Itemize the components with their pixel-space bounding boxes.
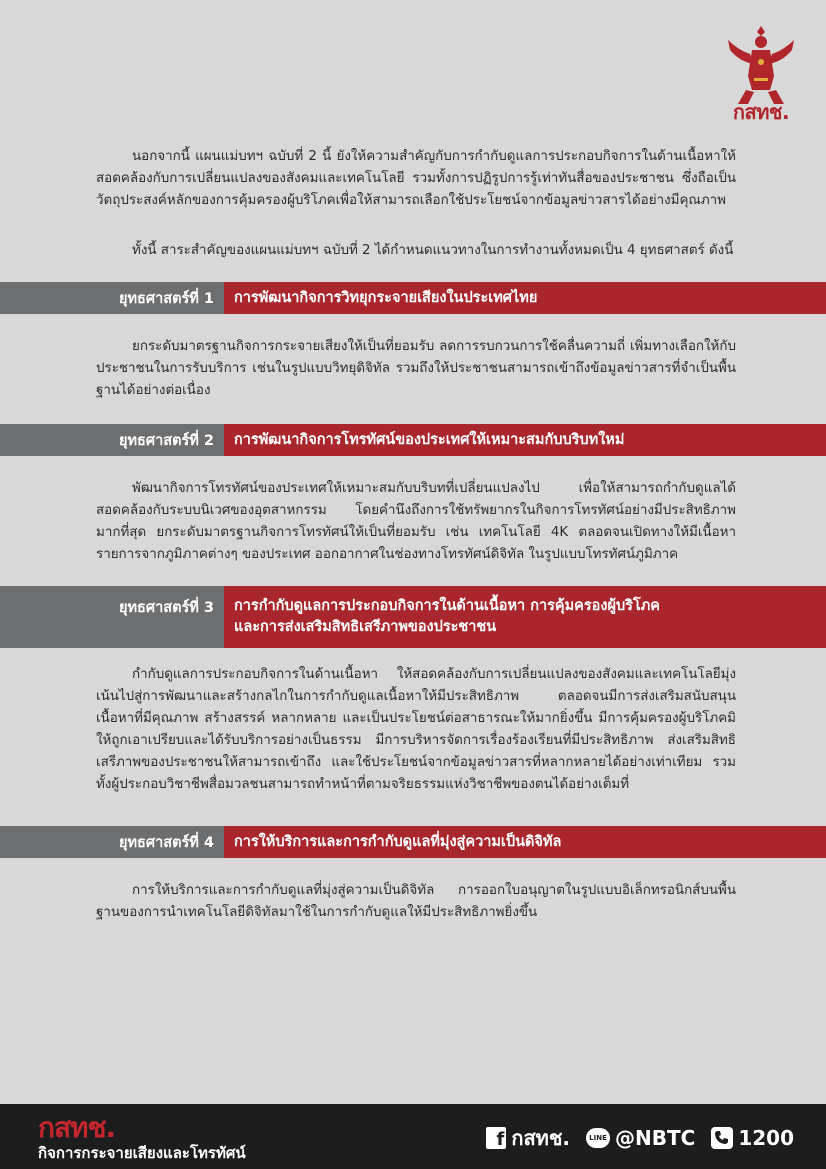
strategy-3-body-text: กำกับดูแลการประกอบกิจการในด้านเนื้อหา ให้สอดคล้องกับการเปลี่ยนแปลงของสังคมและเทคโนโลยีมุ่งเน้นไปสู่การพัฒนาและสร้างกลไกในการกำกับดูแลเนื้อหาให้มีประสิทธิภาพ ตลอดจนมีการส่งเสริมสนับสนุนเนื้อหาที่มีคุณภาพ สร้างสรรค์ หลากหลาย และเป็นประโยชน์ต่อสาธารณะให้มากยิ่งขึ้น มีการคุ้มครองผู้บริโภคมิให้ถูกเอาเปรียบและได้รับบริการอย่างเป็นธรรม มีการบริหารจัดการเรื่องร้องเรียนที่มีประสิทธิภาพ ส่งเสริมสิทธิเสรีภาพของประชาชนให้สามารถเข้าถึง และใช้ประโยชน์จากข้อมูลข่าวสารที่หลากหลายได้อย่างเท่าเทียม รวมทั้งผู้ประกอบวิชาชีพสื่อมวลชนสามารถทำหน้าที่ตามจริยธรรมแห่งวิชาชีพของตนได้อย่างเต็มที่ — [96, 667, 736, 792]
strategy-4-label: ยุทธศาสตร์ที่ 4 — [0, 826, 224, 858]
facebook-label: กสทช. — [511, 1126, 571, 1150]
strategy-2-body-text: พัฒนากิจการโทรทัศน์ของประเทศให้เหมาะสมกับบริบทที่เปลี่ยนแปลงไป เพื่อให้สามารถกำกับดูแลได้สอดคล้องกับระบบนิเวศของอุตสาหกรรม โดยคำนึงถึงการใช้ทรัพยากรในกิจการโทรทัศน์อย่างมีประสิทธิภาพมากที่สุด ยกระดับมาตรฐานกิจการโทรทัศน์ให้เป็นที่ยอมรับ เช่น เทคโนโลยี 4K ตลอดจนเปิดทางให้มีเนื้อหารายการจากภูมิภาคต่างๆ ของประเทศ ออกอากาศในช่องทางโทรทัศน์ดิจิทัล ในรูปแบบโทรทัศน์ภูมิภาค — [96, 481, 736, 562]
line-label: @NBTC — [615, 1126, 696, 1150]
footer-contacts — [470, 1122, 794, 1154]
phone-icon — [711, 1127, 733, 1149]
strategy-1-title: การพัฒนากิจการวิทยุกระจายเสียงในประเทศไทย — [224, 282, 826, 314]
strategy-1-label: ยุทธศาสตร์ที่ 1 — [0, 282, 224, 314]
strategy-4-header — [0, 826, 826, 858]
strategy-4-body-text: การให้บริการและการกำกับดูแลที่มุ่งสู่ความเป็นดิจิทัล การออกใบอนุญาตในรูปแบบอิเล็กทรอนิกส์บนพื้นฐานของการนำเทคโนโลยีดิจิทัลมาใช้ในการกำกับดูแลให้มีประสิทธิภาพยิ่งขึ้น — [96, 883, 736, 920]
logo-text: กสทช. — [732, 100, 790, 124]
facebook-icon: f — [486, 1127, 506, 1149]
strategy-4-body — [96, 880, 736, 924]
strategy-3-header — [0, 586, 826, 648]
strategy-3-label: ยุทธศาสตร์ที่ 3 — [0, 586, 224, 648]
intro-paragraph-2 — [96, 240, 736, 262]
phone-label: 1200 — [738, 1126, 794, 1150]
strategy-1-header — [0, 282, 826, 314]
strategy-4-title: การให้บริการและการกำกับดูแลที่มุ่งสู่ความเป็นดิจิทัล — [224, 826, 826, 858]
footer-brand: กสทช. — [38, 1111, 116, 1144]
phone-link[interactable] — [711, 1126, 794, 1150]
strategy-2-title: การพัฒนากิจการโทรทัศน์ของประเทศให้เหมาะสมกับบริบทใหม่ — [224, 424, 826, 456]
strategy-3-title-line-1: การกำกับดูแลการประกอบกิจการในด้านเนื้อหา การคุ้มครองผู้บริโภค — [234, 598, 660, 614]
strategy-3-title-line-2: และการส่งเสริมสิทธิเสรีภาพของประชาชน — [234, 619, 497, 635]
strategy-1-body — [96, 336, 736, 402]
footer-tagline: กิจการกระจายเสียงและโทรทัศน์ — [38, 1144, 246, 1162]
strategy-2-label: ยุทธศาสตร์ที่ 2 — [0, 424, 224, 456]
line-link[interactable] — [586, 1126, 695, 1150]
intro-paragraph-2-text: ทั้งนี้ สาระสำคัญของแผนแม่บทฯ ฉบับที่ 2 ได้กำหนดแนวทางในการทำงานทั้งหมดเป็น 4 ยุทธศาสตร์ ดังนี้ — [132, 243, 734, 258]
intro-paragraph-1-text: นอกจากนี้ แผนแม่บทฯ ฉบับที่ 2 นี้ ยังให้ความสำคัญกับการกำกับดูแลการประกอบกิจการในด้านเนื้อหาให้สอดคล้องกับการเปลี่ยนแปลงของสังคมและเทคโนโลยี รวมทั้งการปฏิรูปการรู้เท่าทันสื่อของประชาชน ซึ่งถือเป็นวัตถุประสงค์หลักของการคุ้มครองผู้บริโภคเพื่อให้สามารถเลือกใช้ประโยชน์จากข้อมูลข่าวสารได้อย่างมีคุณภาพ — [96, 149, 736, 208]
facebook-link[interactable] — [486, 1122, 570, 1154]
strategy-2-body — [96, 478, 736, 566]
footer — [0, 1104, 826, 1169]
strategy-3-title — [224, 586, 826, 648]
intro-paragraph-1 — [96, 146, 736, 212]
strategy-2-header — [0, 424, 826, 456]
line-icon: LINE — [586, 1128, 610, 1148]
strategy-3-body — [96, 664, 736, 796]
strategy-1-body-text: ยกระดับมาตรฐานกิจการกระจายเสียงให้เป็นที่ยอมรับ ลดการรบกวนการใช้คลื่นความถี่ เพิ่มทางเลือกให้กับประชาชนในการรับบริการ เช่นในรูปแบบวิทยุดิจิทัล รวมถึงให้ประชาชนสามารถเข้าถึงข้อมูลข่าวสารที่จำเป็นพื้นฐานได้อย่างต่อเนื่อง — [96, 339, 736, 398]
